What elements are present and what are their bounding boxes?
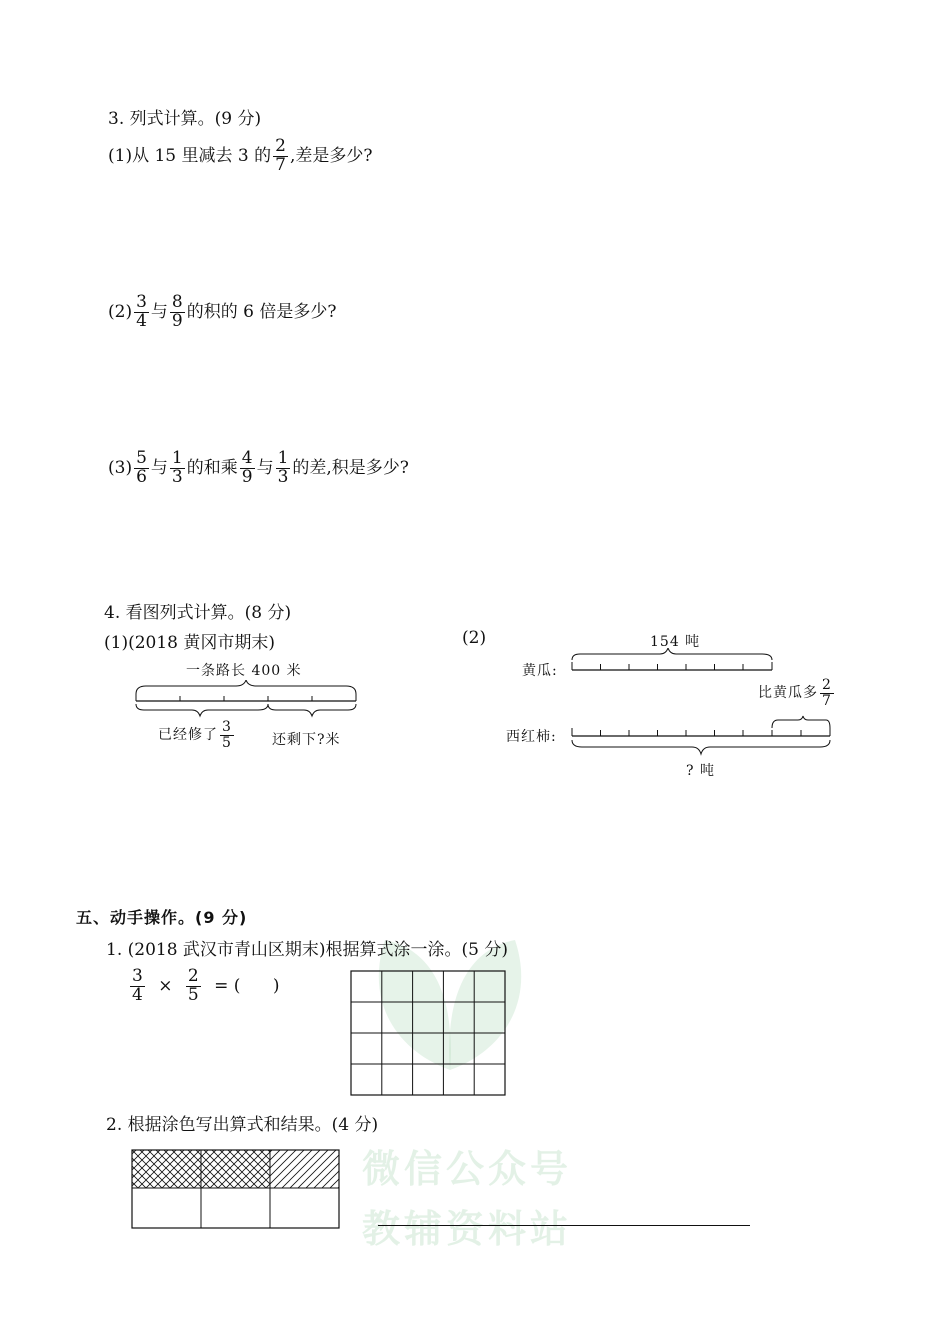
row-tomato-label: 西红柿: (506, 729, 557, 745)
watermark-line-1: 微信公众号 (362, 1147, 573, 1191)
fraction-denominator: 6 (136, 466, 147, 487)
fraction-denominator: 5 (222, 734, 232, 751)
diagram-2-bars (564, 648, 844, 758)
q3-3-suffix: 的差,积是多少? (292, 457, 409, 478)
fraction-numerator: 5 (136, 448, 147, 468)
coloring-grid[interactable] (350, 970, 510, 1098)
extra-brace (772, 716, 830, 728)
fraction (134, 294, 149, 331)
fraction-denominator: 3 (277, 466, 289, 487)
fraction-numerator: 3 (132, 966, 143, 986)
diagram-1-top-label: 一条路长 400 米 (186, 663, 302, 679)
diagram-1-label: (1)(2018 黄冈市期末) (104, 633, 276, 653)
bottom-brace-left (136, 704, 268, 716)
diagram-1-road (128, 680, 368, 720)
diagram-2-top-label: 154 吨 (650, 634, 701, 650)
answer-blank[interactable]: = ( ) (214, 975, 280, 996)
q3-2-prefix: (2) (108, 301, 133, 322)
question-5-1-expression (128, 968, 279, 1005)
diagram-2-label: (2) (462, 628, 487, 648)
fraction (170, 450, 185, 487)
fraction (240, 450, 255, 487)
fraction-numerator: 2 (187, 966, 199, 986)
section-3-title: 3. 列式计算。(9 分) (108, 109, 262, 129)
label-text: 比黄瓜多 (758, 685, 818, 702)
diagram-1-left-label (158, 720, 236, 750)
shaded-rectangle (130, 1148, 342, 1230)
answer-line[interactable] (378, 1225, 750, 1226)
fraction-denominator: 4 (136, 310, 147, 331)
q3-1-suffix: ,差是多少? (289, 145, 373, 166)
diagram-2-bottom-label: ? 吨 (686, 763, 715, 779)
question-5-1-title: 1. (2018 武汉市青山区期末)根据算式涂一涂。(5 分) (106, 940, 509, 960)
fraction-denominator: 5 (187, 984, 199, 1005)
watermark-line-2: 教辅资料站 (362, 1207, 573, 1251)
diagram-1-right-label: 还剩下?米 (272, 732, 341, 748)
q3-2-suffix: 的积的 6 倍是多少? (186, 301, 337, 322)
question-3-1 (108, 138, 373, 175)
fraction-denominator: 4 (132, 984, 143, 1005)
top-brace (136, 680, 356, 694)
fraction (276, 450, 291, 487)
fraction (273, 138, 288, 175)
fraction-numerator: 2 (275, 136, 286, 156)
fraction-denominator: 7 (275, 154, 286, 175)
fraction (130, 968, 145, 1005)
fraction-numerator: 1 (171, 448, 183, 468)
q3-3-mid-3: 与 (256, 457, 274, 478)
fraction (220, 720, 234, 750)
multiply-sign: × (158, 975, 173, 996)
bottom-brace-right (268, 704, 356, 716)
section-4-title: 4. 看图列式计算。(8 分) (104, 603, 292, 623)
row-cucumber-label: 黄瓜: (522, 663, 558, 679)
fraction (134, 450, 149, 487)
fraction-denominator: 9 (241, 466, 253, 487)
fraction (170, 294, 185, 331)
fraction-denominator: 3 (171, 466, 183, 487)
q3-1-prefix: (1)从 15 里减去 3 的 (108, 145, 272, 166)
question-3-2 (108, 294, 337, 331)
fraction-denominator: 9 (171, 310, 183, 331)
fraction-denominator: 7 (822, 692, 832, 709)
q3-3-mid-2: 的和乘 (186, 457, 238, 478)
question-5-2-title: 2. 根据涂色写出算式和结果。(4 分) (106, 1115, 379, 1135)
q3-3-mid-1: 与 (150, 457, 168, 478)
cucumber-brace (572, 648, 772, 660)
question-3-3 (108, 450, 409, 487)
fraction-numerator: 1 (277, 448, 289, 468)
fraction-numerator: 4 (241, 448, 253, 468)
fraction-numerator: 8 (171, 292, 183, 312)
fraction-numerator: 3 (222, 719, 232, 735)
q3-3-prefix: (3) (108, 457, 133, 478)
tomato-bottom-brace (572, 740, 830, 754)
fraction (186, 968, 201, 1005)
label-text: 已经修了 (158, 727, 218, 744)
q3-2-mid: 与 (150, 301, 168, 322)
fraction-numerator: 2 (822, 677, 832, 693)
section-5-title: 五、动手操作。(9 分) (76, 908, 248, 927)
fraction-numerator: 3 (136, 292, 147, 312)
